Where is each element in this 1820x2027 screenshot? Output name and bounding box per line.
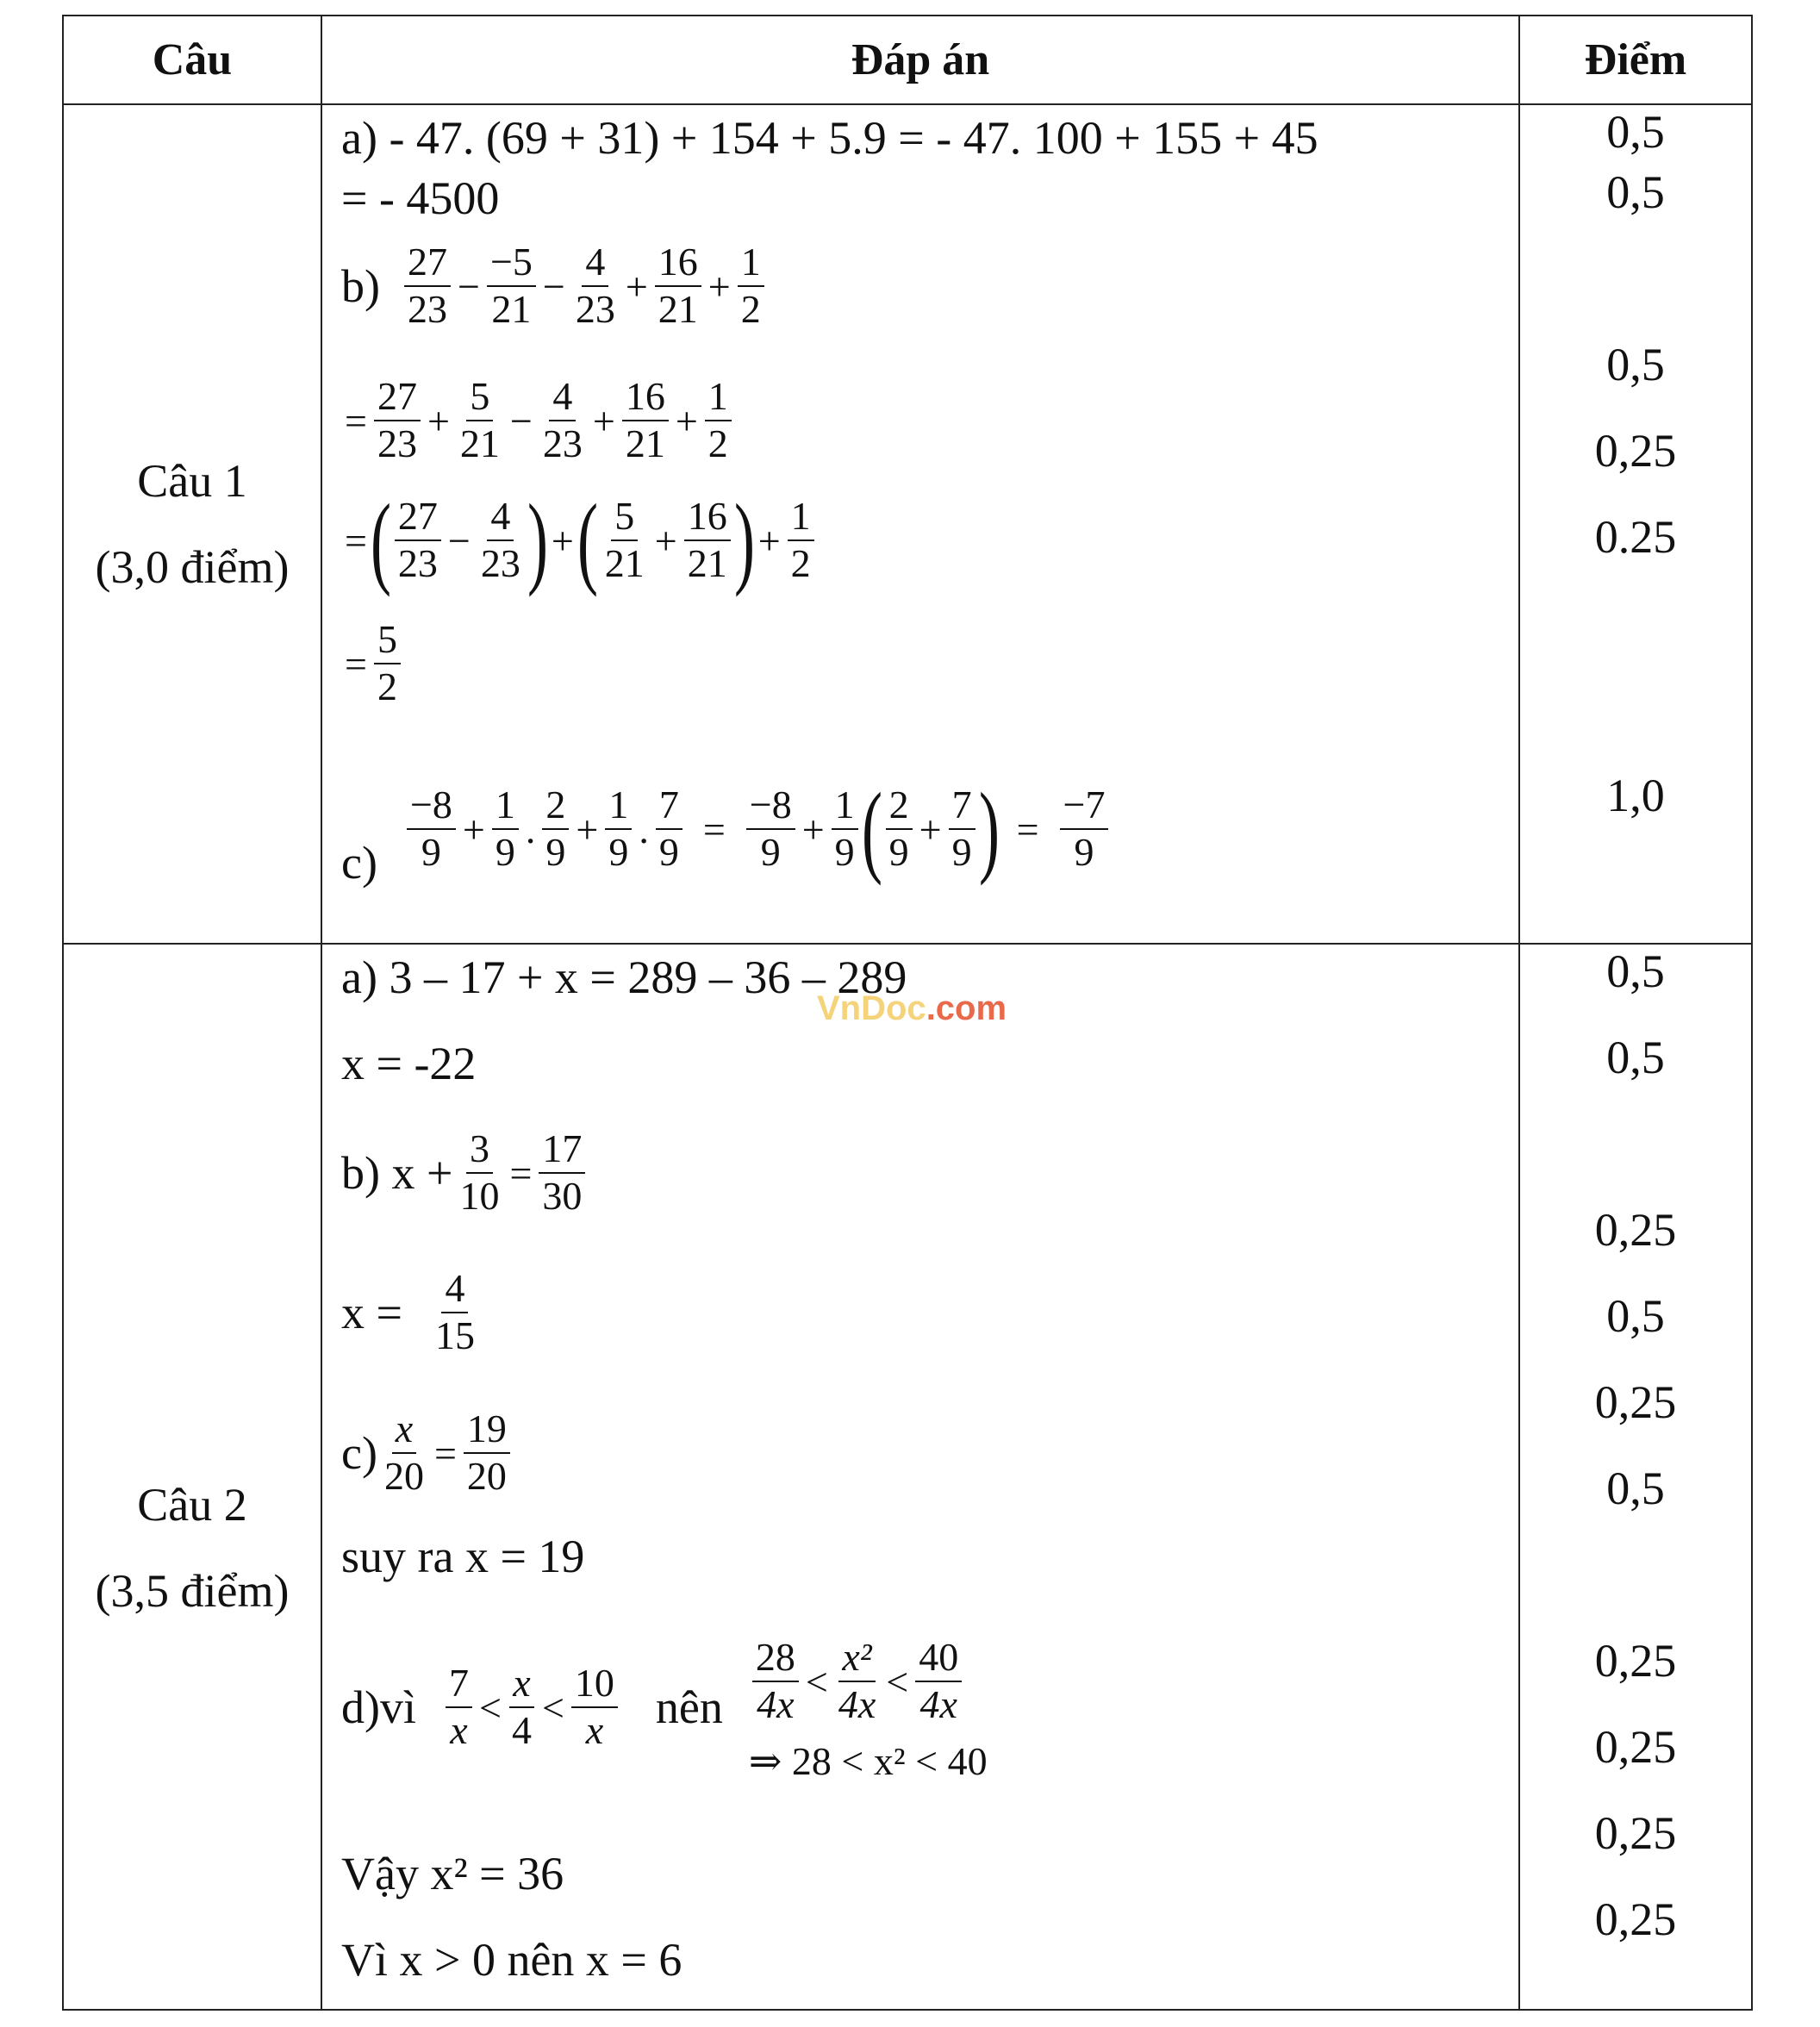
q2-b-equation: b) x + $\frac{3}{10}$ = $\frac{17}{30}$ [341, 1117, 589, 1229]
numerator: 10 [571, 1661, 618, 1708]
denominator: 23 [575, 287, 615, 331]
fraction [752, 1635, 799, 1728]
denominator: 2 [740, 287, 761, 331]
question-1-label-cell [63, 104, 321, 944]
fraction [915, 1635, 962, 1728]
numerator: 4 [549, 374, 576, 421]
numerator: −7 [1060, 783, 1109, 830]
numerator: 27 [374, 374, 421, 421]
q2-d-implies: ⇒ 28 < x² < 40 [748, 1739, 988, 1783]
denominator: 9 [760, 830, 781, 874]
numerator: x [509, 1661, 533, 1708]
denominator: 9 [495, 830, 515, 874]
denominator: x [450, 1708, 468, 1752]
fraction [1060, 783, 1109, 876]
denominator: 9 [421, 830, 441, 874]
fraction [464, 1406, 510, 1500]
denominator: 21 [491, 287, 532, 331]
fraction [832, 783, 858, 876]
question-2-points-total: (3,5 điểm) [95, 1565, 290, 1617]
numerator: −5 [487, 240, 536, 287]
denominator: 21 [625, 421, 665, 465]
fraction [487, 240, 536, 333]
q1-a-line2: = - 4500 [341, 172, 500, 224]
score: 0,5 [1606, 1463, 1665, 1514]
score: 0,25 [1594, 425, 1677, 477]
fraction [746, 783, 795, 876]
numerator: 2 [886, 783, 913, 830]
question-1-label: Câu 1 [137, 455, 247, 507]
denominator: 4x [757, 1682, 795, 1726]
denominator: 4x [838, 1682, 876, 1726]
denominator: 4 [511, 1708, 532, 1752]
numerator: 16 [655, 240, 701, 287]
denominator: 21 [658, 287, 698, 331]
question-2-row [63, 944, 1752, 2010]
numerator: 4 [487, 494, 514, 541]
numerator: 27 [404, 240, 451, 287]
numerator: 16 [622, 374, 669, 421]
q2-d-inequality: d)vì $\frac{7}{x}$ < $\frac{x}{4}$ < $\frac{10}{x}$ nên $\frac{28}{4x}$ < $\frac{\text{x²}}{4x}$ < $\frac{40}{4x}$ ⇒ 28 < x² < 40 [341, 1635, 988, 1783]
q2-a-line1: a) 3 – 17 + x = 289 – 36 – 289 [341, 951, 907, 1003]
denominator: 9 [1074, 830, 1094, 874]
denominator: 4x [919, 1682, 957, 1726]
fraction [949, 783, 975, 876]
denominator: 20 [383, 1454, 424, 1498]
q1-b-result: = $\frac{5}{2}$ [341, 612, 404, 715]
numerator: 19 [464, 1406, 510, 1454]
denominator: 9 [888, 830, 909, 874]
q1-c-prefix: c) [341, 837, 377, 889]
fraction [446, 1661, 472, 1754]
numerator: 2 [542, 783, 569, 830]
fraction [492, 783, 519, 876]
numerator: x² [838, 1635, 875, 1682]
numerator: −8 [746, 783, 795, 830]
denominator: 21 [604, 541, 645, 585]
fraction [477, 494, 524, 587]
score: 0,25 [1594, 1635, 1677, 1687]
denominator: 9 [951, 830, 972, 874]
numerator: 16 [684, 494, 731, 541]
score: 0,25 [1594, 1893, 1677, 1945]
numerator: 40 [915, 1635, 962, 1682]
fraction [572, 240, 619, 333]
q2-c-equation: c) $\frac{x}{20}$ = $\frac{19}{20}$ [341, 1397, 514, 1509]
fraction [571, 1661, 618, 1754]
fraction [542, 783, 569, 876]
q2-d-line3: Vì x > 0 nên x = 6 [341, 1934, 682, 1986]
denominator: 2 [790, 541, 811, 585]
score: 1,0 [1606, 770, 1665, 821]
header-question: Câu [63, 16, 321, 104]
denominator: 30 [542, 1174, 583, 1218]
denominator: 10 [459, 1174, 500, 1218]
denominator: 15 [434, 1313, 475, 1357]
denominator: 9 [834, 830, 855, 874]
fraction [457, 374, 503, 467]
score: 0,25 [1594, 1807, 1677, 1859]
score: 0,5 [1606, 1032, 1665, 1083]
q2-b2-prefix: x = [341, 1287, 402, 1338]
fraction [705, 374, 732, 467]
fraction [738, 240, 764, 333]
score: 0,25 [1594, 1204, 1677, 1256]
denominator: 23 [407, 287, 447, 331]
numerator: 1 [492, 783, 519, 830]
denominator: 23 [397, 541, 438, 585]
denominator: 9 [608, 830, 629, 874]
q1-a-line1: a) - 47. (69 + 31) + 154 + 5.9 = - 47. 100 + 155 + 45 [341, 112, 1318, 164]
q2-d-prefix: d)vì [341, 1681, 416, 1733]
fraction [374, 374, 421, 467]
q2-d-then: nên [655, 1681, 723, 1733]
question-1-scores-cell [1519, 104, 1752, 944]
numerator: 3 [466, 1126, 493, 1174]
header-answer: Đáp án [321, 16, 1519, 104]
numerator: 7 [656, 783, 682, 830]
question-2-label-cell [63, 944, 321, 2010]
numerator: 5 [466, 374, 493, 421]
fraction [539, 1126, 585, 1219]
numerator: x [392, 1406, 416, 1454]
q2-a-line2: x = -22 [341, 1038, 477, 1089]
fraction [381, 1406, 427, 1500]
numerator: −8 [407, 783, 456, 830]
question-2-answer-cell [321, 944, 1519, 2010]
denominator: x [585, 1708, 604, 1752]
denominator: 23 [377, 421, 417, 465]
numerator: 7 [446, 1661, 472, 1708]
q2-c-result: suy ra x = 19 [341, 1531, 585, 1582]
numerator: 1 [605, 783, 632, 830]
fraction [656, 783, 682, 876]
denominator: 9 [545, 830, 566, 874]
fraction [601, 494, 648, 587]
watermark-part1: VnDoc [817, 989, 926, 1027]
score: 0,5 [1606, 339, 1665, 390]
score: 0,25 [1594, 1376, 1677, 1428]
denominator: 9 [658, 830, 679, 874]
q1-b-prefix: b) [341, 260, 380, 312]
score: 0.25 [1594, 511, 1677, 563]
vndoc-watermark [817, 989, 1007, 1028]
fraction [605, 783, 632, 876]
fraction [508, 1661, 535, 1754]
fraction [374, 617, 401, 710]
fraction [655, 240, 701, 333]
fraction [622, 374, 669, 467]
score: 0,5 [1606, 1290, 1665, 1342]
question-1-row [63, 104, 1752, 944]
denominator: 23 [480, 541, 520, 585]
numerator: 1 [738, 240, 764, 287]
numerator: 5 [374, 617, 401, 664]
fraction [886, 783, 913, 876]
fraction [788, 494, 814, 587]
question-1-answer-cell [321, 104, 1519, 944]
fraction [835, 1635, 879, 1728]
score: 0,25 [1594, 1721, 1677, 1773]
fraction [684, 494, 731, 587]
fraction [456, 1126, 502, 1219]
denominator: 20 [466, 1454, 507, 1498]
denominator: 2 [377, 664, 397, 708]
q2-b-result [341, 1257, 482, 1369]
score: 0,5 [1606, 166, 1665, 218]
q1-b-step2: = $\frac{27}{23}$ + $\frac{5}{21}$ − $\frac{4}{23}$ + $\frac{16}{21}$ + $\frac{1}{2}$ [341, 369, 735, 472]
denominator: 21 [687, 541, 727, 585]
denominator: 2 [707, 421, 728, 465]
fraction [407, 783, 456, 876]
header-row [63, 16, 1752, 104]
q1-c-expression: c) $\frac{-8}{9}$ + $\frac{1}{9}$ . $\frac{2}{9}$ + $\frac{1}{9}$ . $\frac{7}{9}$ = $\frac{-8}{9}$ + $\frac{1}{9}$ ( $\frac{2}{9}$ + $\frac{7}{9}$ ) = $\frac{-7}{9}$ [341, 769, 1112, 889]
numerator: 27 [395, 494, 441, 541]
q2-c-prefix: c) [341, 1427, 377, 1479]
numerator: 28 [752, 1635, 799, 1682]
question-2-scores-cell [1519, 944, 1752, 2010]
q2-d-line2: Vậy x² = 36 [341, 1848, 564, 1899]
denominator: 23 [542, 421, 583, 465]
score: 0,5 [1606, 945, 1665, 997]
denominator: 21 [459, 421, 500, 465]
fraction [395, 494, 441, 587]
numerator: 4 [441, 1266, 468, 1313]
q1-b-expression: b) $\frac{27}{23}$ − $\frac{-5}{21}$ − $\frac{4}{23}$ + $\frac{16}{21}$ + $\frac{1}{2}$ [341, 234, 768, 338]
numerator: 4 [582, 240, 608, 287]
numerator: 7 [949, 783, 975, 830]
question-1-points-total: (3,0 điểm) [95, 541, 290, 593]
numerator: 1 [705, 374, 732, 421]
q2-b-prefix: b) x + [341, 1147, 453, 1199]
fraction [432, 1266, 478, 1359]
numerator: 1 [788, 494, 814, 541]
score: 0,5 [1606, 106, 1665, 158]
fraction [404, 240, 451, 333]
header-points: Điểm [1519, 16, 1752, 104]
numerator: 5 [611, 494, 638, 541]
question-2-label: Câu 2 [137, 1479, 247, 1531]
q1-b-step3: = ( $\frac{27}{23}$ − $\frac{4}{23}$ ) + ( $\frac{5}{21}$ + $\frac{16}{21}$ ) + $\frac{1}{2}$ [341, 484, 818, 596]
numerator: 17 [539, 1126, 585, 1174]
watermark-part2: .com [926, 989, 1007, 1027]
fraction [539, 374, 586, 467]
numerator: 1 [832, 783, 858, 830]
